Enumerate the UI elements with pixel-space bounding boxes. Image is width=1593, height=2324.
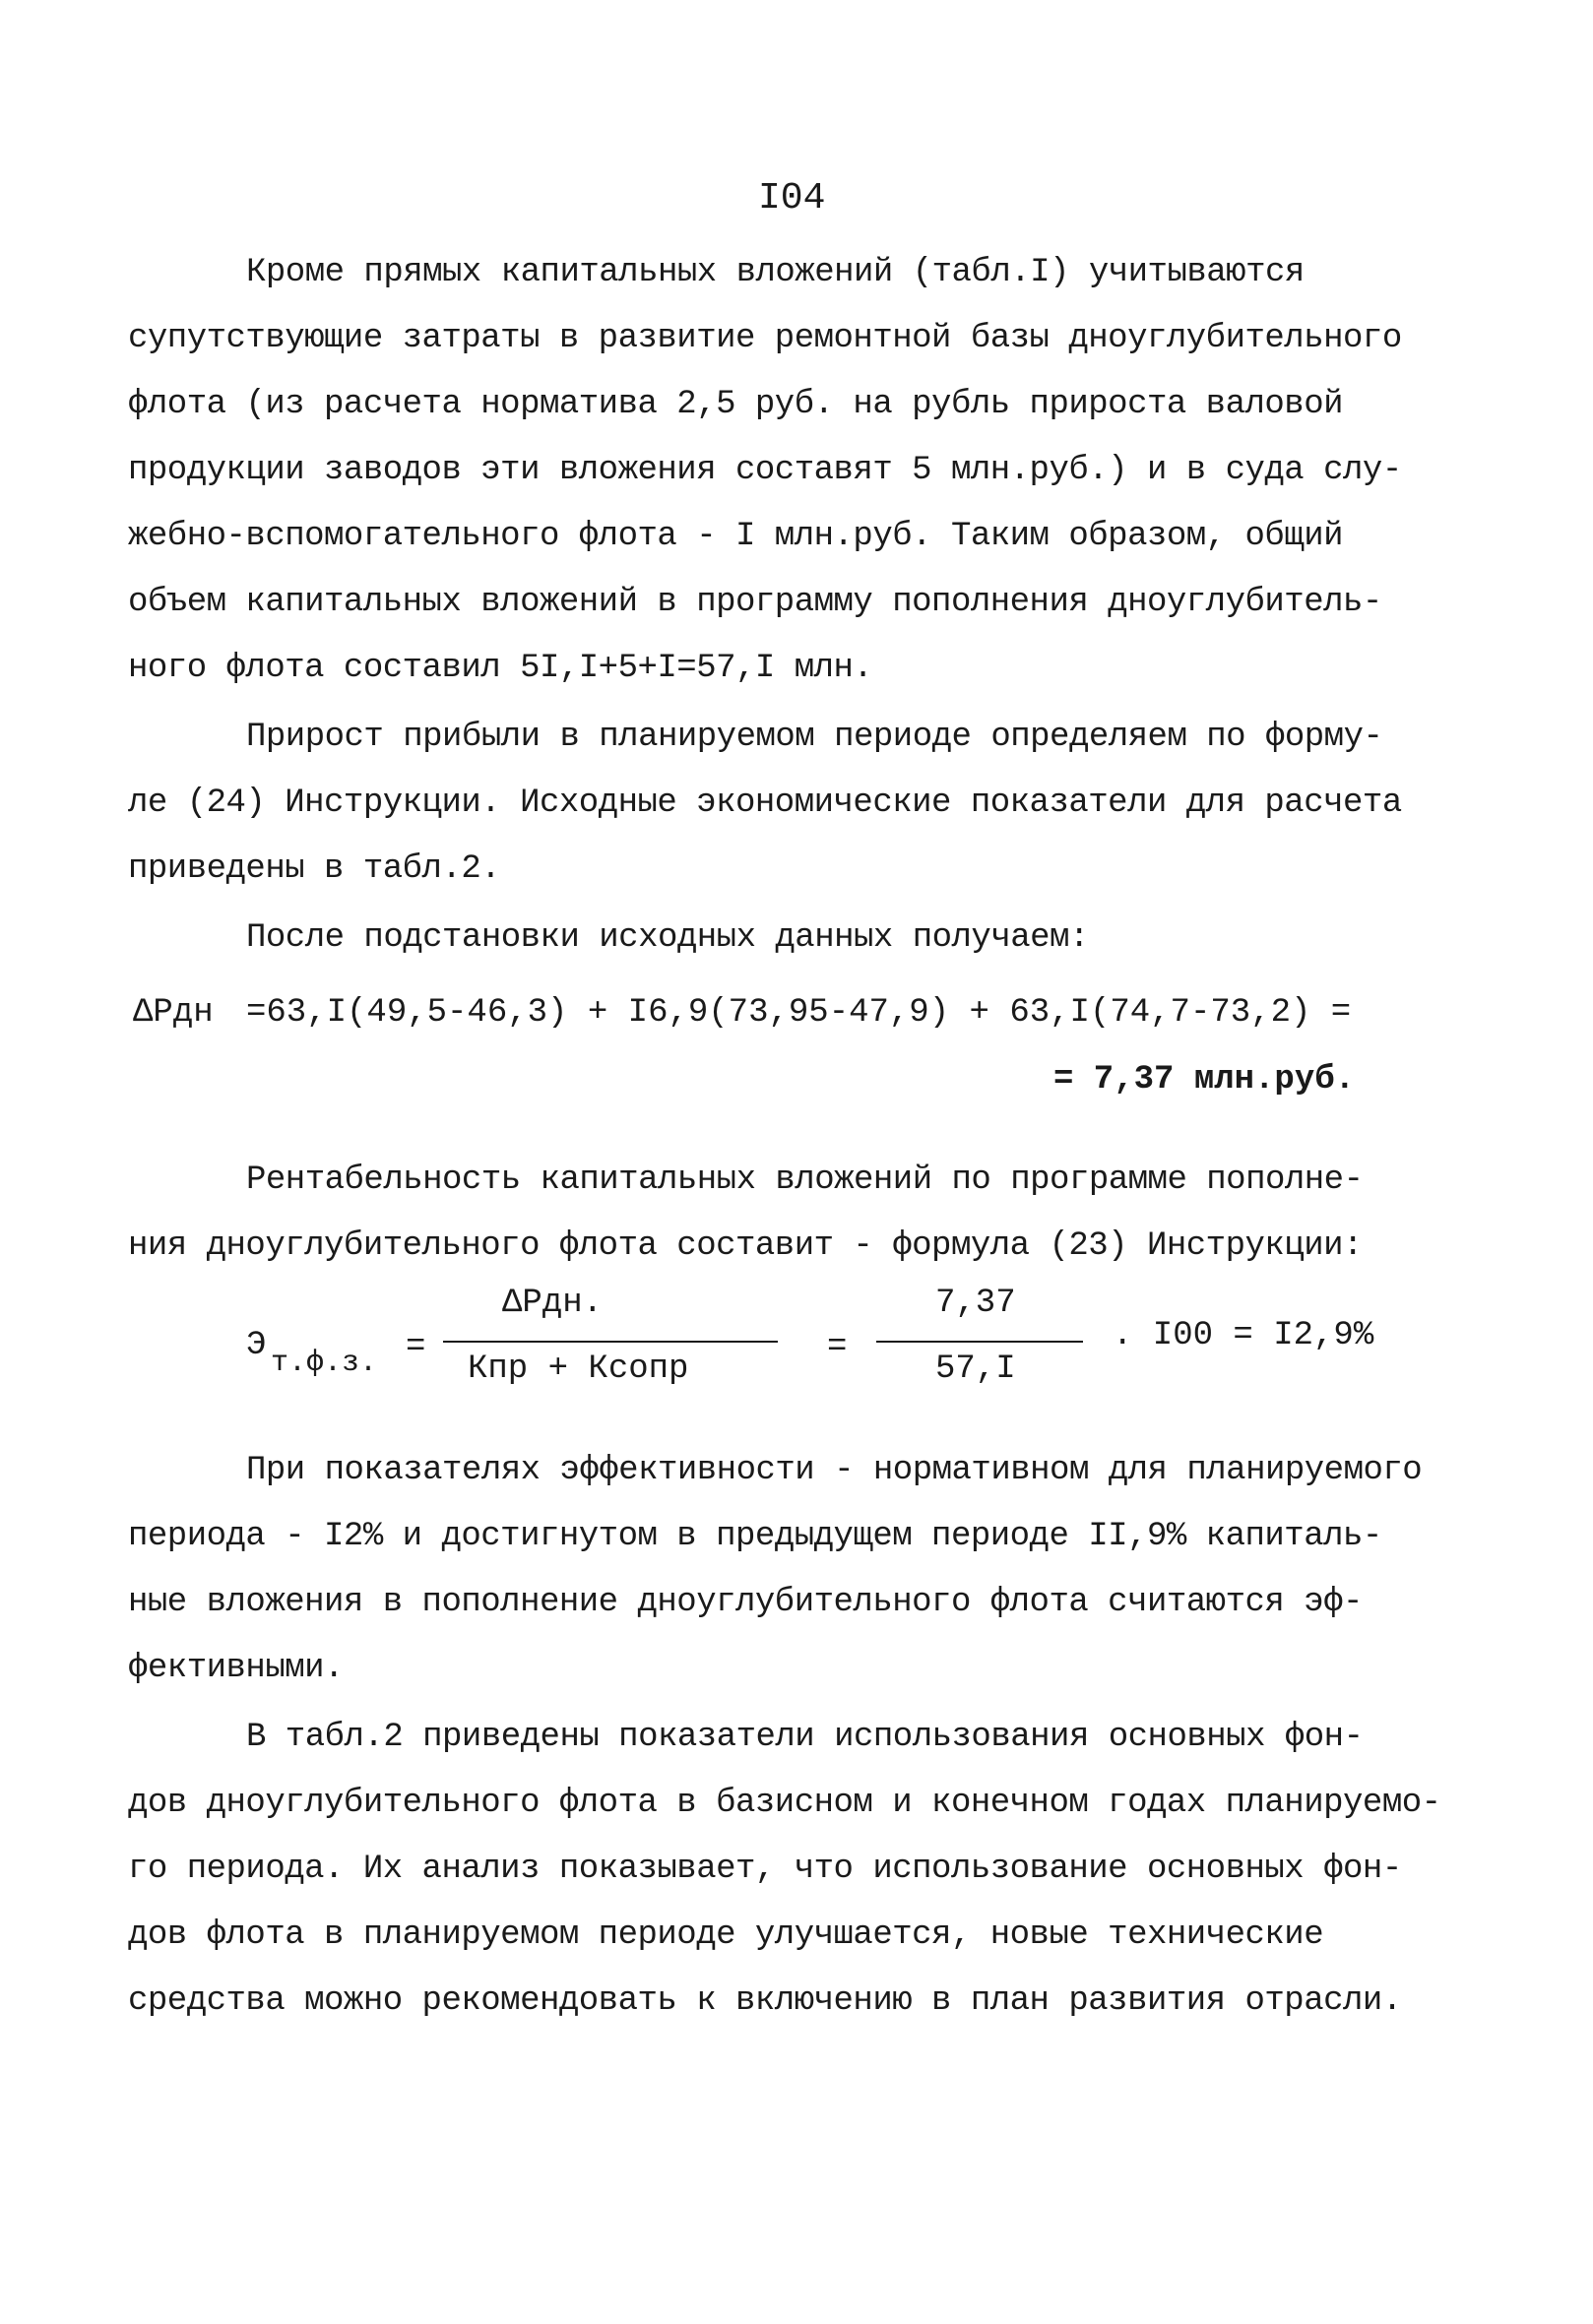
rent-line-2: ния дноуглубительного флота составит - формула (23) Инструкции:	[128, 1227, 1363, 1265]
eff-line-3: ные вложения в пополнение дноуглубительного флота считаются эф-	[128, 1584, 1363, 1621]
formula2-frac2-bar	[876, 1341, 1083, 1343]
rent-line-1: Рентабельность капитальных вложений по программе пополне-	[246, 1162, 1364, 1199]
p1-line-4: продукции заводов эти вложения составят 5 млн.руб.) и в суда слу-	[128, 452, 1402, 489]
formula2-lhs-main: Э	[246, 1327, 267, 1364]
p1-line-2: супутствующие затраты в развитие ремонтной базы дноуглубительного	[128, 320, 1402, 357]
last-line-2: дов дноуглубительного флота в базисном и конечном годах планируемо-	[128, 1785, 1441, 1822]
page-number: I04	[758, 177, 826, 220]
last-line-5: средства можно рекомендовать к включению в план развития отрасли.	[128, 1982, 1402, 2020]
p2-line-1: Прирост прибыли в планируемом периоде определяем по форму-	[246, 719, 1383, 756]
formula2-eq1: =	[406, 1329, 426, 1366]
formula1-line2: = 7,37 млн.руб.	[1053, 1061, 1356, 1099]
formula2-den2: 57,I	[935, 1350, 1016, 1388]
eff-line-1: При показателях эффективности - нормативном для планируемого	[246, 1452, 1423, 1489]
p2-line-3: приведены в табл.2.	[128, 850, 501, 888]
p1-line-1: Кроме прямых капитальных вложений (табл.I) учитываются	[246, 254, 1305, 291]
p1-line-6: объем капитальных вложений в программу пополнения дноуглубитель-	[128, 584, 1382, 621]
p2-line-2: ле (24) Инструкции. Исходные экономические показатели для расчета	[128, 785, 1402, 822]
formula1-lhs: ΔPдн	[133, 994, 214, 1032]
formula2-frac1-bar	[443, 1341, 778, 1343]
formula2-num1: ΔPдн.	[502, 1285, 604, 1322]
formula2-den1: Кпр + Ксопр	[468, 1350, 689, 1388]
last-line-1: В табл.2 приведены показатели использования основных фон-	[246, 1719, 1364, 1756]
last-line-3: го периода. Их анализ показывает, что использование основных фон-	[128, 1851, 1402, 1888]
p1-line-3: флота (из расчета норматива 2,5 руб. на рубль прироста валовой	[128, 386, 1344, 423]
formula2-num2: 7,37	[935, 1285, 1016, 1322]
p1-line-7: ного флота составил 5I,I+5+I=57,I млн.	[128, 650, 873, 687]
formula2-lhs-sub: т.ф.з.	[271, 1347, 378, 1380]
eff-line-2: периода - I2% и достигнутом в предыдущем периоде II,9% капиталь-	[128, 1518, 1382, 1555]
p1-line-5: жебно-вспомогательного флота - I млн.руб. Таким образом, общий	[128, 518, 1344, 555]
formula2-tail: . I00 = I2,9%	[1113, 1317, 1374, 1354]
eff-line-4: фективными.	[128, 1650, 344, 1687]
last-line-4: дов флота в планируемом периоде улучшается, новые технические	[128, 1916, 1324, 1954]
formula1-line1: =63,I(49,5-46,3) + I6,9(73,95-47,9) + 63,I(74,7-73,2) =	[246, 994, 1352, 1032]
formula2-eq2: =	[827, 1329, 848, 1366]
p3-line-1: После подстановки исходных данных получаем:	[246, 919, 1089, 957]
